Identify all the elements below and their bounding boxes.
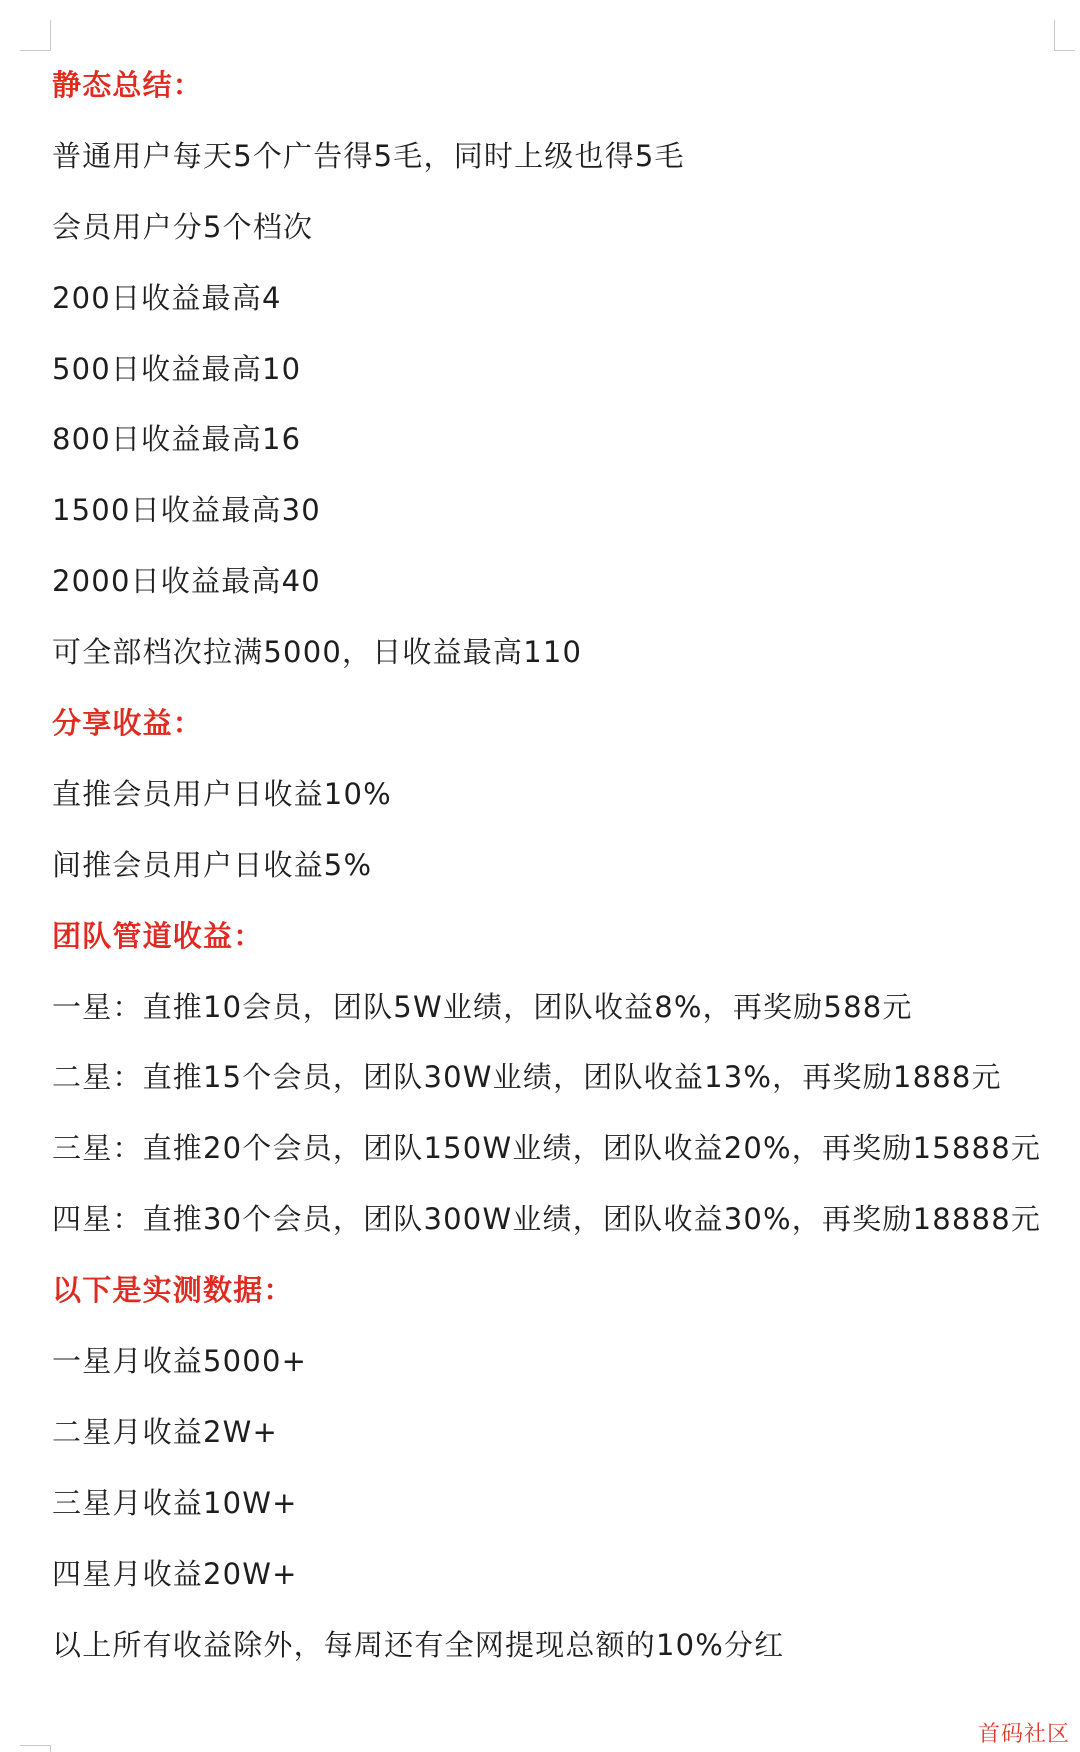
text-line: 可全部档次拉满5000，日收益最高110 bbox=[52, 635, 583, 670]
page-corner-mark bbox=[20, 20, 51, 51]
text-line: 二星月收益2W+ bbox=[52, 1414, 279, 1449]
watermark-text: 首码社区 bbox=[977, 1722, 1070, 1747]
text-line: 一星月收益5000+ bbox=[52, 1344, 308, 1379]
document-body bbox=[52, 58, 1062, 1688]
text-line: 200日收益最高4 bbox=[52, 280, 282, 315]
section-heading-share: 分享收益： bbox=[52, 706, 204, 741]
section-heading-team: 团队管道收益： bbox=[52, 918, 264, 953]
text-line: 一星：直推10会员，团队5W业绩，团队收益8%，再奖励588元 bbox=[52, 989, 913, 1024]
text-line: 普通用户每天5个广告得5毛，同时上级也得5毛 bbox=[52, 138, 685, 173]
text-line: 间推会员用户日收益5% bbox=[52, 847, 373, 882]
page-corner-mark bbox=[1054, 20, 1075, 51]
text-line: 四星：直推30个会员，团队300W业绩，团队收益30%，再奖励18888元 bbox=[52, 1202, 1042, 1237]
page-corner-mark bbox=[20, 1745, 51, 1752]
section-heading-static: 静态总结： bbox=[52, 68, 204, 102]
text-line: 800日收益最高16 bbox=[52, 422, 302, 457]
text-line: 2000日收益最高40 bbox=[52, 564, 321, 599]
text-line: 以上所有收益除外，每周还有全网提现总额的10%分红 bbox=[52, 1627, 785, 1662]
text-line: 四星月收益20W+ bbox=[52, 1556, 298, 1591]
text-line: 直推会员用户日收益10% bbox=[52, 776, 392, 811]
text-line: 1500日收益最高30 bbox=[52, 493, 321, 528]
text-line: 二星：直推15个会员，团队30W业绩，团队收益13%，再奖励1888元 bbox=[52, 1060, 1002, 1095]
text-line: 500日收益最高10 bbox=[52, 351, 302, 386]
section-heading-measured: 以下是实测数据： bbox=[52, 1273, 294, 1308]
text-line: 三星：直推20个会员，团队150W业绩，团队收益20%，再奖励15888元 bbox=[52, 1131, 1042, 1166]
text-line: 三星月收益10W+ bbox=[52, 1485, 298, 1520]
text-line: 会员用户分5个档次 bbox=[52, 209, 314, 244]
